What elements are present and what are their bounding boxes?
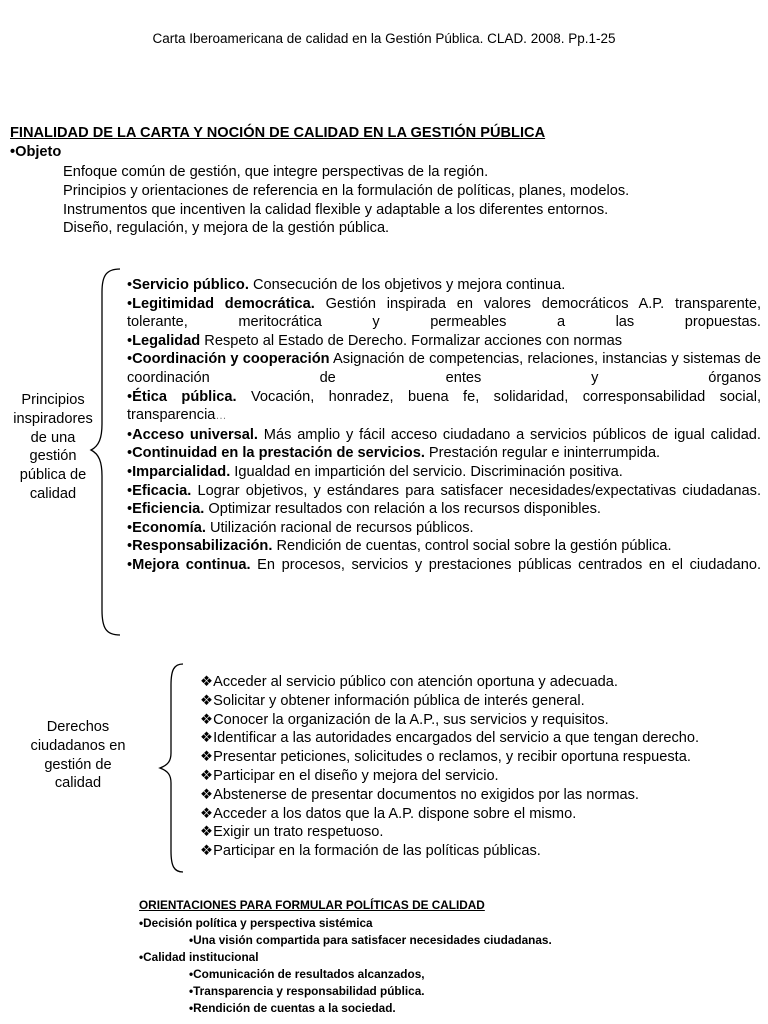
bullet-icon: • (127, 277, 133, 293)
principle-term: Acceso universal. (132, 426, 258, 443)
objeto-item-text: Diseño, regulación, y mejora de la gestión pública. (63, 220, 390, 237)
principle-term: Servicio público. (132, 277, 249, 293)
objeto-list (63, 163, 629, 238)
derecho-text: Acceder a los datos que la A.P. dispone sobre el mismo. (213, 805, 577, 822)
principle-term: Eficiencia. (132, 501, 205, 518)
principle-term: Continuidad en la prestación de servicios. (132, 445, 425, 462)
derecho-item (200, 711, 699, 730)
bullet-icon: • (127, 445, 133, 462)
bullet-icon: • (127, 351, 133, 368)
principle-item (127, 463, 761, 482)
principle-term: Ética pública. (132, 388, 237, 405)
bullet-icon: • (127, 538, 133, 555)
running-header: Carta Iberoamericana de calidad en la Gestión Pública. CLAD. 2008. Pp.1-25 (152, 31, 616, 46)
principle-text: Vocación, honradez, buena fe, solidaridad, corresponsabilidad social, transparencia (127, 388, 762, 424)
principle-term: Imparcialidad. (132, 463, 231, 480)
bullet-icon: • (127, 501, 133, 518)
diamond-bullet-icon: ❖ (200, 674, 214, 690)
principle-term: Economía. (132, 519, 206, 536)
principle-text: Prestación regular e ininterrumpida. (424, 445, 661, 462)
derecho-item (200, 692, 699, 711)
derecho-item (200, 673, 699, 692)
diamond-bullet-icon: ❖ (200, 786, 214, 803)
principle-term: Legalidad (132, 332, 201, 349)
principle-item (127, 519, 761, 538)
principle-text: Asignación de competencias, relaciones, instancias y sistemas de coordinación de entes y órganos (127, 351, 762, 386)
bullet-icon: • (127, 332, 133, 349)
diamond-bullet-icon: ❖ (200, 730, 214, 747)
derecho-text: Conocer la organización de la A.P., sus servicios y requisitos. (213, 711, 609, 728)
principle-text: En procesos, servicios y prestaciones públicas centrados en el ciudadano. (250, 556, 761, 573)
bullet-icon: • (127, 519, 133, 536)
principle-item (127, 500, 761, 519)
objeto-item-text: Enfoque común de gestión, que integre perspectivas de la región. (63, 164, 489, 180)
diamond-bullet-icon: ❖ (200, 805, 214, 822)
section-title: FINALIDAD DE LA CARTA Y NOCIÓN DE CALIDAD EN LA GESTIÓN PÚBLICA (10, 125, 546, 141)
principle-item (127, 350, 761, 387)
derecho-text: Exigir un trato respetuoso. (213, 824, 384, 841)
principle-item (127, 537, 761, 556)
derecho-item (200, 767, 699, 786)
principle-item (127, 426, 761, 445)
principle-text: Más amplio y fácil acceso ciudadano a servicios públicos de igual calidad. (257, 426, 761, 443)
objeto-item (63, 163, 629, 182)
bullet-icon: • (127, 482, 133, 499)
orientacion-item: •Una visión compartida para satisfacer necesidades ciudadanas. (189, 933, 552, 947)
orientaciones-list (139, 915, 552, 1017)
principle-item (127, 556, 761, 575)
derecho-text: Abstenerse de presentar documentos no exigidos por las normas. (213, 786, 639, 803)
orientacion-item: •Transparencia y responsabilidad pública. (189, 984, 425, 998)
principle-item (127, 388, 761, 426)
objeto-heading: •Objeto (10, 144, 62, 160)
principle-term: Legitimidad democrática. (132, 295, 315, 312)
bullet-icon: • (127, 556, 133, 573)
principle-item (127, 276, 761, 295)
derecho-item (200, 729, 699, 748)
bullet-icon: • (127, 388, 133, 405)
principle-text: Consecución de los objetivos y mejora continua. (248, 277, 566, 293)
objeto-item-text: Principios y orientaciones de referencia en la formulación de políticas, planes, modelos. (63, 182, 630, 199)
orientacion-group: •Calidad institucional (139, 950, 259, 964)
derecho-text: Acceder al servicio público con atención oportuna y adecuada. (213, 674, 618, 690)
derecho-text: Participar en el diseño y mejora del servicio. (213, 767, 499, 784)
derechos-label: Derechos ciudadanos en gestión de calidad (30, 719, 126, 792)
derecho-item (200, 748, 699, 767)
objeto-item (63, 182, 629, 201)
principle-item (127, 332, 761, 351)
diamond-bullet-icon: ❖ (200, 692, 214, 709)
bullet-icon: • (127, 463, 133, 480)
diamond-bullet-icon: ❖ (200, 767, 214, 784)
principle-text: Rendición de cuentas, control social sobre la gestión pública. (272, 538, 672, 555)
principios-label: Principios inspiradores de una gestión pública de calidad (13, 392, 93, 502)
derecho-text: Presentar peticiones, solicitudes o reclamos, y recibir oportuna respuesta. (213, 749, 691, 766)
bullet-icon: • (127, 426, 133, 443)
principle-text: Respeto al Estado de Derecho. Formalizar acciones con normas (200, 332, 623, 349)
derecho-item (200, 842, 699, 861)
principle-text: Igualdad en impartición del servicio. Discriminación positiva. (230, 463, 623, 480)
diamond-bullet-icon: ❖ (200, 749, 214, 766)
principle-text: Gestión inspirada en valores democráticos A.P. transparente, tolerante, meritocrática y permeables a las propuestas. (127, 295, 761, 331)
principle-term: Eficacia. (132, 482, 192, 499)
principle-term: Mejora continua. (132, 556, 251, 573)
principle-item (127, 444, 761, 463)
bullet-icon: • (127, 295, 133, 312)
orientacion-item: •Comunicación de resultados alcanzados, (189, 967, 425, 981)
diamond-bullet-icon: ❖ (200, 711, 214, 728)
diamond-bullet-icon: ❖ (200, 824, 214, 841)
orientaciones-title: ORIENTACIONES PARA FORMULAR POLÍTICAS DE CALIDAD (139, 898, 485, 912)
principle-text: Utilización racional de recursos públicos. (205, 519, 474, 536)
ellipsis-mark: … (215, 410, 227, 423)
derechos-brace (155, 661, 185, 875)
principle-item (127, 482, 761, 501)
derecho-text: Participar en la formación de las políticas públicas. (213, 843, 541, 860)
orientacion-item: •Rendición de cuentas a la sociedad. (189, 1001, 396, 1015)
derecho-item (200, 786, 699, 805)
objeto-item (63, 219, 629, 238)
principle-term: Coordinación y cooperación (132, 351, 330, 368)
principle-term: Responsabilización. (132, 538, 273, 555)
principle-text: Optimizar resultados con relación a los recursos disponibles. (204, 501, 601, 518)
orientacion-group: •Decisión política y perspectiva sistémica (139, 916, 373, 930)
objeto-item (63, 201, 629, 220)
derechos-list (200, 673, 699, 861)
principios-list (127, 276, 761, 575)
principle-text: Lograr objetivos, y estándares para satisfacer necesidades/expectativas ciudadanas. (191, 482, 761, 499)
derecho-text: Identificar a las autoridades encargados del servicio a que tengan derecho. (213, 730, 700, 747)
principle-item (127, 295, 761, 332)
derecho-text: Solicitar y obtener información pública de interés general. (213, 692, 585, 709)
derecho-item (200, 805, 699, 824)
objeto-item-text: Instrumentos que incentiven la calidad flexible y adaptable a los diferentes entornos. (63, 201, 609, 218)
diamond-bullet-icon: ❖ (200, 843, 214, 860)
derecho-item (200, 823, 699, 842)
